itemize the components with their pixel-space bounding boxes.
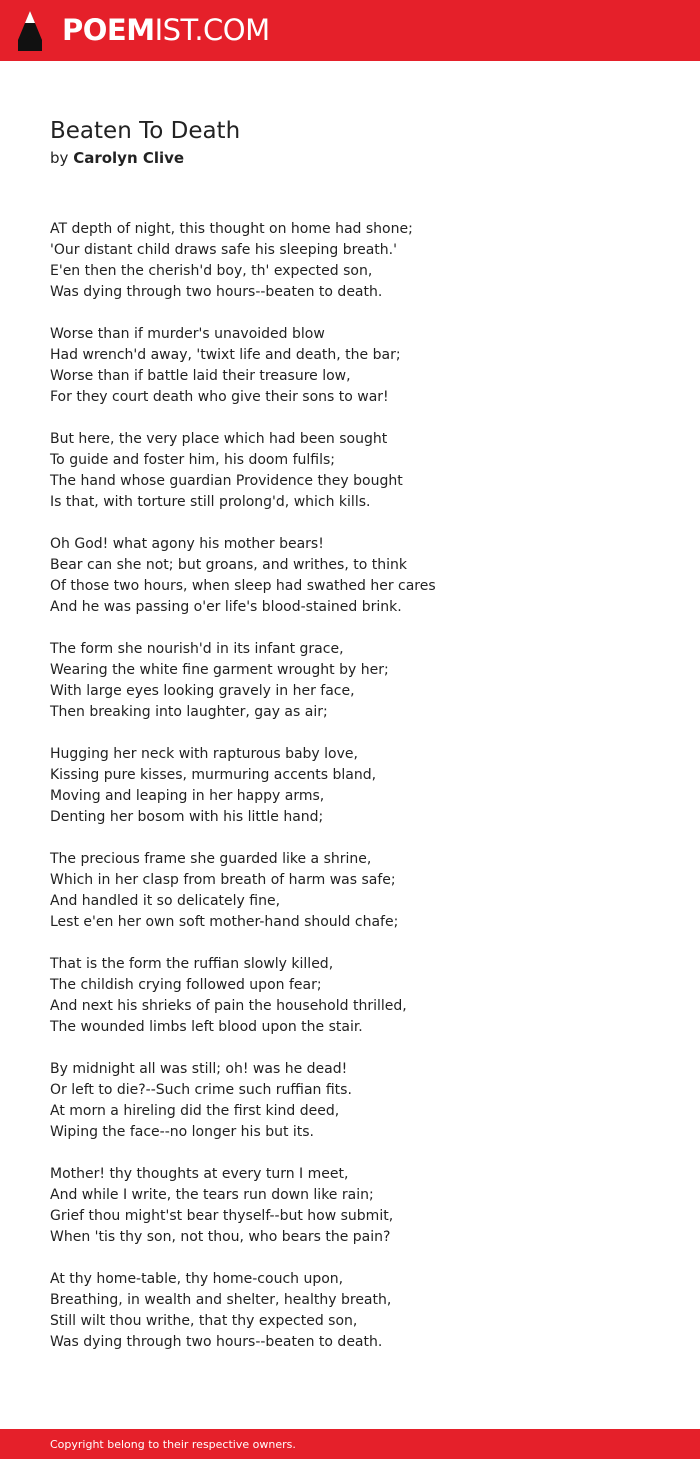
stanza xyxy=(50,1269,670,1353)
site-header xyxy=(0,0,700,61)
logo-light-text: IST.COM xyxy=(154,13,270,47)
poem-line: E'en then the cherish'd boy, th' expected son, xyxy=(50,263,373,279)
poem-line: The form she nourish'd in its infant grace, xyxy=(50,641,344,657)
poem-line: Was dying through two hours--beaten to death. xyxy=(50,1334,383,1350)
poem-body xyxy=(50,219,670,1374)
poem-line: Or left to die?--Such crime such ruffian fits. xyxy=(50,1082,352,1098)
by-label: by xyxy=(50,149,69,167)
poem-line: Hugging her neck with rapturous baby love, xyxy=(50,746,358,762)
poem-title: Beaten To Death xyxy=(50,118,241,144)
poem-line: Grief thou might'st bear thyself--but how submit, xyxy=(50,1208,394,1224)
poem-line: The hand whose guardian Providence they bought xyxy=(50,473,403,489)
poem-line: Of those two hours, when sleep had swathed her cares xyxy=(50,578,436,594)
poem-line: Breathing, in wealth and shelter, healthy breath, xyxy=(50,1292,392,1308)
poem-line: The childish crying followed upon fear; xyxy=(50,977,322,993)
stanza xyxy=(50,219,670,303)
poem-line: Had wrench'd away, 'twixt life and death, the bar; xyxy=(50,347,401,363)
poem-line: Then breaking into laughter, gay as air; xyxy=(50,704,328,720)
poem-line: Worse than if battle laid their treasure low, xyxy=(50,368,351,384)
logo-bold-text: POEM xyxy=(62,13,155,47)
poem-line: Lest e'en her own soft mother-hand should chafe; xyxy=(50,914,399,930)
poem-line: And next his shrieks of pain the household thrilled, xyxy=(50,998,407,1014)
poem-line: Was dying through two hours--beaten to death. xyxy=(50,284,383,300)
site-logo[interactable] xyxy=(62,12,270,48)
poem-line: Bear can she not; but groans, and writhes, to think xyxy=(50,557,407,573)
stanza xyxy=(50,534,670,618)
poem-line: The wounded limbs left blood upon the stair. xyxy=(50,1019,363,1035)
stanza xyxy=(50,954,670,1038)
poem-line: And while I write, the tears run down like rain; xyxy=(50,1187,374,1203)
poem-line: Mother! thy thoughts at every turn I meet, xyxy=(50,1166,349,1182)
poem-line: Oh God! what agony his mother bears! xyxy=(50,536,324,552)
poem-line: And he was passing o'er life's blood-stained brink. xyxy=(50,599,402,615)
stanza xyxy=(50,639,670,723)
poem-line: That is the form the ruffian slowly killed, xyxy=(50,956,334,972)
poem-line: Wearing the white fine garment wrought by her; xyxy=(50,662,389,678)
stanza xyxy=(50,744,670,828)
poem-line: At thy home-table, thy home-couch upon, xyxy=(50,1271,344,1287)
poem-line: Still wilt thou writhe, that thy expected son, xyxy=(50,1313,358,1329)
poem-line: AT depth of night, this thought on home had shone; xyxy=(50,221,413,237)
poem-line: Is that, with torture still prolong'd, which kills. xyxy=(50,494,371,510)
stanza xyxy=(50,1164,670,1248)
copyright-text: Copyright belong to their respective owners. xyxy=(50,1438,296,1451)
poem-line: When 'tis thy son, not thou, who bears the pain? xyxy=(50,1229,391,1245)
poem-line: By midnight all was still; oh! was he dead! xyxy=(50,1061,348,1077)
stanza xyxy=(50,429,670,513)
poem-line: To guide and foster him, his doom fulfils; xyxy=(50,452,335,468)
site-footer xyxy=(0,1429,700,1459)
stanza xyxy=(50,324,670,408)
poem-line: 'Our distant child draws safe his sleeping breath.' xyxy=(50,242,397,258)
stanza xyxy=(50,1059,670,1143)
poem-line: Worse than if murder's unavoided blow xyxy=(50,326,325,342)
poem-line: The precious frame she guarded like a shrine, xyxy=(50,851,372,867)
poem-line: Kissing pure kisses, murmuring accents bland, xyxy=(50,767,377,783)
stanza xyxy=(50,849,670,933)
pencil-tip-icon xyxy=(16,10,44,52)
author-name: Carolyn Clive xyxy=(73,149,185,167)
poem-line: But here, the very place which had been sought xyxy=(50,431,388,447)
poem-line: And handled it so delicately fine, xyxy=(50,893,281,909)
poem-line: Denting her bosom with his little hand; xyxy=(50,809,324,825)
poem-line: Which in her clasp from breath of harm was safe; xyxy=(50,872,396,888)
poem-line: With large eyes looking gravely in her face, xyxy=(50,683,355,699)
poem-line: Wiping the face--no longer his but its. xyxy=(50,1124,315,1140)
poem-line: At morn a hireling did the first kind deed, xyxy=(50,1103,340,1119)
poem-line: Moving and leaping in her happy arms, xyxy=(50,788,325,804)
poem-line: For they court death who give their sons to war! xyxy=(50,389,389,405)
byline xyxy=(50,148,184,168)
